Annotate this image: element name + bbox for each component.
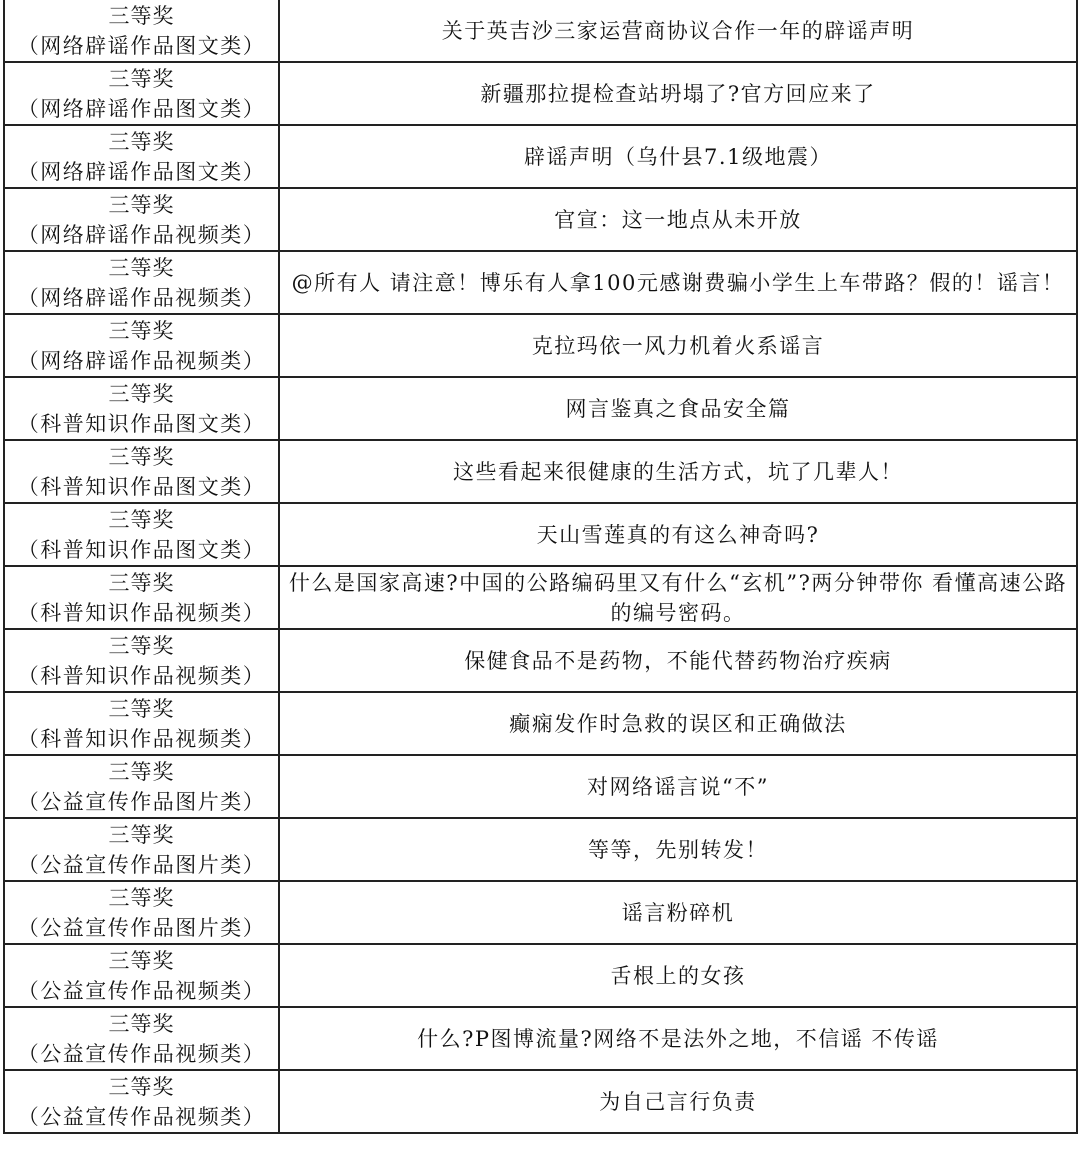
work-title-cell [279, 629, 1077, 692]
work-title-cell [279, 503, 1077, 566]
table-row [4, 314, 1077, 377]
table-row [4, 818, 1077, 881]
work-title: 为自己言行负责 [599, 1089, 757, 1114]
award-cell [4, 755, 279, 818]
award-cell [4, 1007, 279, 1070]
work-title: 什么?P图博流量?网络不是法外之地，不信谣 不传谣 [417, 1026, 939, 1051]
work-title: 舌根上的女孩 [610, 963, 746, 988]
award-table-body [4, 0, 1077, 1133]
award-category: （公益宣传作品图片类） [17, 915, 266, 940]
table-row [4, 125, 1077, 188]
work-title-cell [279, 188, 1077, 251]
award-category: （网络辟谣作品图文类） [17, 33, 266, 58]
award-cell [4, 692, 279, 755]
award-cell [4, 818, 279, 881]
table-row [4, 944, 1077, 1007]
work-title-cell [279, 881, 1077, 944]
award-level: 三等奖 [108, 192, 175, 217]
award-cell [4, 125, 279, 188]
award-category: （科普知识作品图文类） [17, 537, 266, 562]
award-cell [4, 314, 279, 377]
award-level: 三等奖 [108, 66, 175, 91]
work-title-cell [279, 0, 1077, 62]
work-title: 新疆那拉提检查站坍塌了?官方回应来了 [480, 81, 876, 106]
work-title: 什么是国家高速?中国的公路编码里又有什么“玄机”?两分钟带你 看懂高速公路的编号密码。 [288, 570, 1068, 625]
work-title-cell [279, 1007, 1077, 1070]
table-row [4, 377, 1077, 440]
award-category: （网络辟谣作品视频类） [17, 285, 266, 310]
award-level: 三等奖 [108, 3, 175, 28]
award-category: （网络辟谣作品视频类） [17, 222, 266, 247]
work-title: 关于英吉沙三家运营商协议合作一年的辟谣声明 [441, 18, 915, 43]
award-level: 三等奖 [108, 318, 175, 343]
award-cell [4, 1070, 279, 1133]
award-level: 三等奖 [108, 1011, 175, 1036]
work-title: 癫痫发作时急救的误区和正确做法 [509, 711, 847, 736]
award-category: （公益宣传作品视频类） [17, 1041, 266, 1066]
award-level: 三等奖 [108, 570, 175, 595]
award-table [3, 0, 1078, 1134]
award-level: 三等奖 [108, 948, 175, 973]
work-title-cell [279, 251, 1077, 314]
work-title-cell [279, 62, 1077, 125]
table-row [4, 251, 1077, 314]
work-title-cell [279, 440, 1077, 503]
award-cell [4, 881, 279, 944]
table-row [4, 1070, 1077, 1133]
work-title: 辟谣声明（乌什县7.1级地震） [524, 144, 832, 169]
work-title-cell [279, 377, 1077, 440]
work-title: 保健食品不是药物，不能代替药物治疗疾病 [464, 648, 892, 673]
award-cell [4, 440, 279, 503]
work-title: 等等，先别转发！ [588, 837, 768, 862]
work-title-cell [279, 755, 1077, 818]
work-title-cell [279, 818, 1077, 881]
award-level: 三等奖 [108, 759, 175, 784]
table-row [4, 440, 1077, 503]
work-title-cell [279, 944, 1077, 1007]
award-category: （公益宣传作品图片类） [17, 852, 266, 877]
award-level: 三等奖 [108, 885, 175, 910]
table-row [4, 629, 1077, 692]
award-category: （科普知识作品视频类） [17, 726, 266, 751]
award-level: 三等奖 [108, 507, 175, 532]
table-row [4, 881, 1077, 944]
award-level: 三等奖 [108, 696, 175, 721]
award-cell [4, 503, 279, 566]
work-title-cell [279, 125, 1077, 188]
award-category: （网络辟谣作品图文类） [17, 96, 266, 121]
work-title-cell [279, 1070, 1077, 1133]
award-cell [4, 0, 279, 62]
work-title: 对网络谣言说“不” [587, 774, 769, 799]
award-level: 三等奖 [108, 1074, 175, 1099]
award-category: （科普知识作品图文类） [17, 474, 266, 499]
award-level: 三等奖 [108, 822, 175, 847]
award-category: （科普知识作品视频类） [17, 663, 266, 688]
table-row [4, 755, 1077, 818]
award-category: （公益宣传作品视频类） [17, 1104, 266, 1129]
work-title: 天山雪莲真的有这么神奇吗? [536, 522, 820, 547]
work-title-cell [279, 314, 1077, 377]
table-row [4, 0, 1077, 62]
award-cell [4, 377, 279, 440]
award-cell [4, 629, 279, 692]
award-category: （公益宣传作品视频类） [17, 978, 266, 1003]
work-title: 网言鉴真之食品安全篇 [565, 396, 791, 421]
award-level: 三等奖 [108, 129, 175, 154]
work-title-cell [279, 566, 1077, 629]
table-row [4, 692, 1077, 755]
award-cell [4, 62, 279, 125]
award-category: （网络辟谣作品视频类） [17, 348, 266, 373]
table-row [4, 1007, 1077, 1070]
work-title: @所有人 请注意！博乐有人拿100元感谢费骗小学生上车带路？假的！谣言！ [291, 270, 1065, 295]
award-cell [4, 251, 279, 314]
award-category: （公益宣传作品图片类） [17, 789, 266, 814]
award-category: （科普知识作品图文类） [17, 411, 266, 436]
table-row [4, 188, 1077, 251]
award-cell [4, 188, 279, 251]
work-title: 这些看起来很健康的生活方式，坑了几辈人！ [453, 459, 903, 484]
work-title: 谣言粉碎机 [621, 900, 735, 925]
table-row [4, 566, 1077, 629]
award-level: 三等奖 [108, 255, 175, 280]
work-title: 官宣：这一地点从未开放 [554, 207, 802, 232]
award-category: （科普知识作品视频类） [17, 600, 266, 625]
award-cell [4, 944, 279, 1007]
award-category: （网络辟谣作品图文类） [17, 159, 266, 184]
table-row [4, 62, 1077, 125]
award-level: 三等奖 [108, 633, 175, 658]
award-level: 三等奖 [108, 444, 175, 469]
work-title: 克拉玛依一风力机着火系谣言 [531, 333, 825, 358]
award-cell [4, 566, 279, 629]
work-title-cell [279, 692, 1077, 755]
award-level: 三等奖 [108, 381, 175, 406]
table-row [4, 503, 1077, 566]
